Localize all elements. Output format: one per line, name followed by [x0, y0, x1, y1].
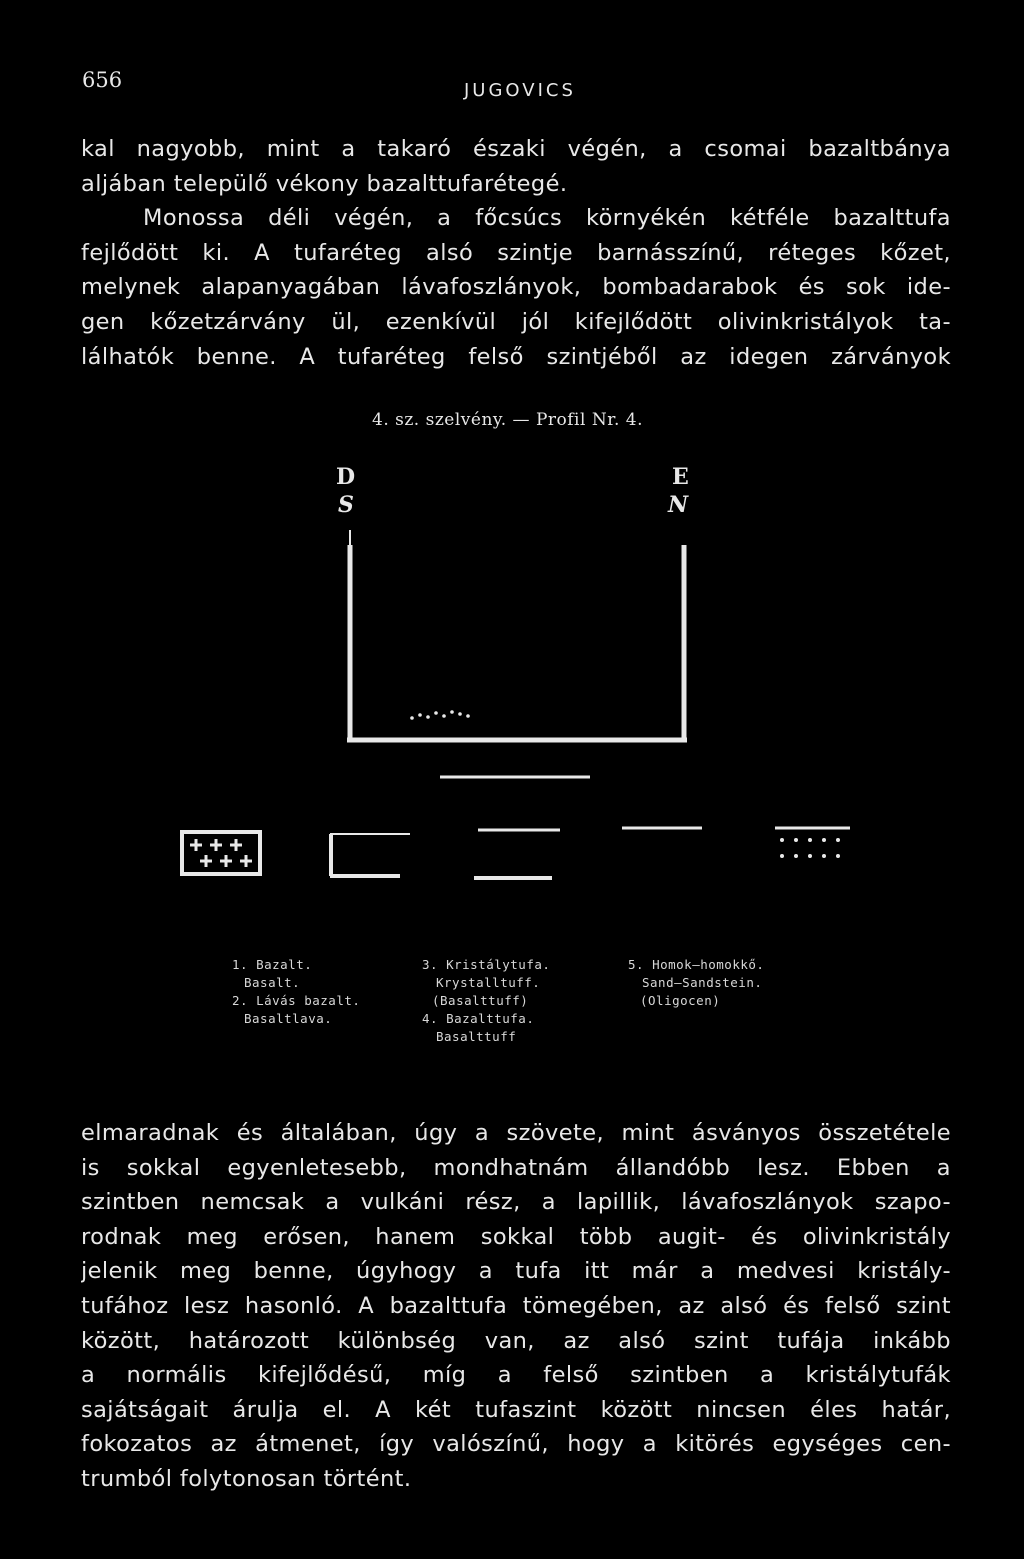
legend-item-1	[232, 956, 360, 1028]
legend-label-de: Basalt.	[244, 975, 301, 990]
legend-label-hu: 2. Lávás bazalt.	[232, 993, 361, 1008]
figure-caption: 4. sz. szelvény. — Profil Nr. 4.	[372, 410, 643, 430]
text-line: elmaradnak és általában, úgy a szövete, mint ásványos összetétele	[81, 1120, 951, 1146]
text-line: fokozatos az átmenet, így valószínű, hogy a kitörés egységes cen-	[81, 1431, 951, 1458]
legend-label-de: Sand—Sandstein.	[642, 975, 763, 990]
legend-item-5	[628, 956, 764, 1010]
legend-symbol-basalt	[182, 832, 260, 874]
legend-symbol-sand	[775, 828, 850, 858]
legend-label-hu: (Basalttuff)	[432, 993, 529, 1008]
text-line: trumból folytonosan történt.	[81, 1465, 412, 1492]
text-line: sajátságait árulja el. A két tufaszint között nincsen éles határ,	[81, 1396, 951, 1423]
text-line: melynek alapanyagában lávafoszlányok, bombadarabok és sok ide-	[81, 274, 951, 301]
text-line: fejlődött ki. A tufaréteg alsó szintje barnásszínű, réteges kőzet,	[81, 239, 951, 266]
legend-label-hu: (Oligocen)	[640, 993, 721, 1008]
text-line: is sokkal egyenletesebb, mondhatnám állandóbb lesz. Ebben a	[81, 1154, 951, 1181]
text-line: Monossa déli végén, a főcsúcs környékén kétféle bazalttufa	[143, 205, 951, 232]
direction-label-s: S	[338, 492, 354, 518]
running-head: JUGOVICS	[464, 80, 576, 101]
legend-label-hu: 3. Kristálytufa.	[422, 957, 551, 972]
text-line: a normális kifejlődésű, míg a felső szintben a kristálytufák	[81, 1362, 951, 1389]
text-line: rodnak meg erősen, hanem sokkal több augit- és olivinkristály	[81, 1223, 951, 1250]
text-line: között, határozott különbség van, az alsó szint tufája inkább	[81, 1327, 951, 1354]
paragraph-after-figure	[81, 1116, 951, 1497]
text-line: tufához lesz hasonló. A bazalttufa tömegében, az alsó és felső szint	[81, 1292, 951, 1319]
tuff-dots	[410, 710, 470, 720]
legend-item-3	[422, 956, 550, 1046]
direction-label-e: E	[672, 464, 689, 490]
text-line: jelenik meg benne, úgyhogy a tufa itt már a medvesi kristály-	[81, 1258, 951, 1285]
legend-symbol-lava-basalt	[330, 834, 410, 876]
page-number: 656	[82, 68, 123, 92]
text-line: aljában települő vékony bazalttufarétegé.	[81, 170, 568, 197]
legend-label-hu: 4. Bazalttufa.	[422, 1011, 535, 1026]
legend-label-hu: 1. Bazalt.	[232, 957, 313, 972]
direction-label-d: D	[336, 464, 356, 490]
text-line: szintben nemcsak a vulkáni rész, a lapillik, lávafoszlányok szapo-	[81, 1189, 951, 1216]
text-line: lálhatók benne. A tufaréteg felső szintjéből az idegen zárványok	[81, 343, 951, 370]
direction-label-n: N	[668, 492, 689, 518]
text-line: gen kőzetzárvány ül, ezenkívül jól kifejlődött olivinkristályok ta-	[81, 308, 951, 335]
legend-symbol-crystal-tuff	[474, 830, 560, 878]
profile-outline	[347, 530, 687, 742]
text-line: kal nagyobb, mint a takaró északi végén, a csomai bazaltbánya	[81, 136, 951, 162]
legend-label-hu: 5. Homok—homokkő.	[628, 957, 765, 972]
legend-label-de: Krystalltuff.	[436, 975, 541, 990]
legend-label-de: Basalttuff	[436, 1029, 517, 1044]
legend-label-de: Basaltlava.	[244, 1011, 333, 1026]
